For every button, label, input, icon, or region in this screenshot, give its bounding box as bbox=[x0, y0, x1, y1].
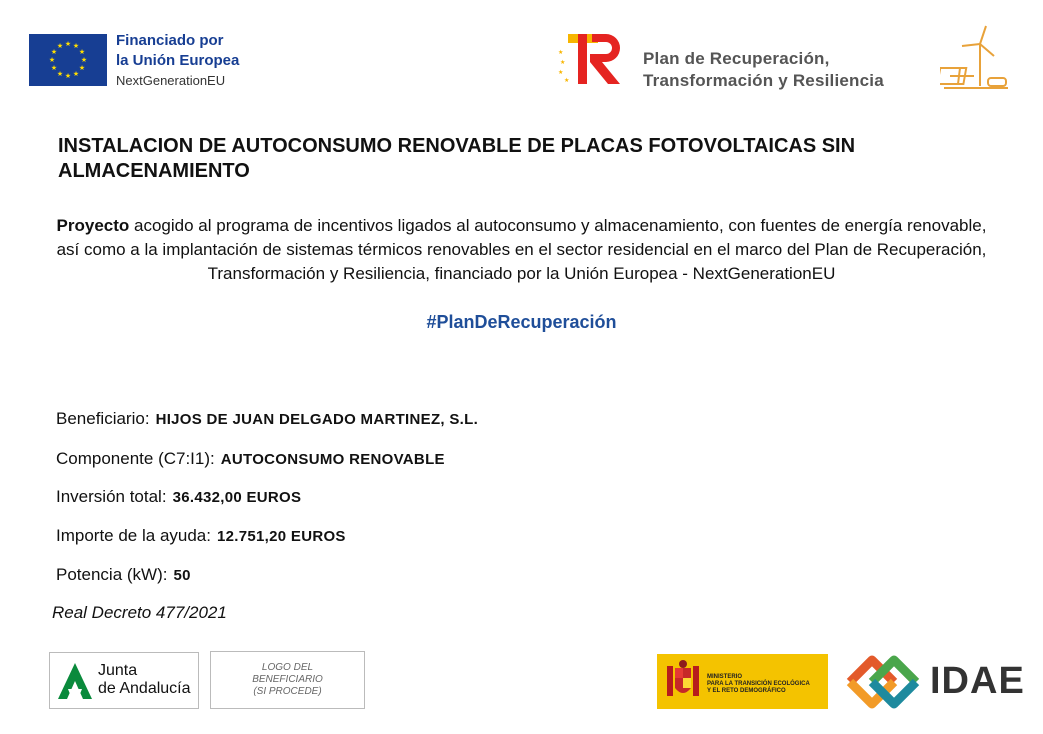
benef-line-2: BENEFICIARIO bbox=[252, 674, 323, 685]
field-inversion bbox=[56, 487, 301, 507]
svg-text:★: ★ bbox=[64, 72, 72, 80]
page-title: INSTALACION DE AUTOCONSUMO RENOVABLE DE PLACAS FOTOVOLTAICAS SIN ALMACENAMIENTO bbox=[58, 135, 856, 182]
eu-line-1: Financiado por bbox=[116, 32, 224, 49]
prtr-logo-icon bbox=[556, 30, 628, 90]
ministerio-logo bbox=[657, 654, 828, 709]
svg-text:★: ★ bbox=[56, 70, 64, 78]
benef-line-3: (SI PROCEDE) bbox=[253, 686, 322, 697]
svg-text:★: ★ bbox=[78, 64, 86, 72]
eu-flag-icon bbox=[29, 34, 107, 86]
description-text: acogido al programa de incentivos ligados al autoconsumo y almacenamiento, con fuentes de energía renovable, así como a la implantación de sistemas térmicos renovables en el sector residencial en el marco del Plan de Recuperación, Transformación y Resiliencia, financiado por la Unión Europea - NextGenerationEU bbox=[56, 216, 987, 283]
spain-coat-of-arms-icon bbox=[663, 658, 703, 704]
wind-solar-icon bbox=[940, 24, 1012, 94]
svg-text:★: ★ bbox=[72, 70, 80, 78]
hashtag: #PlanDeRecuperación bbox=[426, 312, 617, 332]
field-label: Beneficiario: bbox=[56, 409, 150, 428]
svg-text:★: ★ bbox=[48, 56, 56, 64]
beneficiary-logo-placeholder bbox=[210, 651, 365, 709]
description-lead: Proyecto bbox=[56, 216, 130, 235]
svg-text:★: ★ bbox=[558, 49, 564, 56]
idae-knot-icon bbox=[842, 652, 924, 712]
eu-line-3: NextGenerationEU bbox=[116, 73, 226, 88]
prtr-text bbox=[643, 48, 884, 92]
junta-line-1: Junta bbox=[98, 662, 138, 679]
field-value: 36.432,00 EUROS bbox=[172, 489, 302, 506]
field-potencia bbox=[56, 565, 191, 585]
svg-text:★: ★ bbox=[64, 40, 72, 48]
junta-andalucia-logo bbox=[49, 652, 199, 709]
field-label: Potencia (kW): bbox=[56, 565, 168, 584]
field-value: AUTOCONSUMO RENOVABLE bbox=[220, 451, 445, 468]
field-value: 50 bbox=[173, 567, 191, 584]
svg-text:★: ★ bbox=[80, 56, 88, 64]
ministerio-line-1: MINISTERIO bbox=[707, 674, 743, 680]
field-value: HIJOS DE JUAN DELGADO MARTINEZ, S.L. bbox=[155, 411, 479, 428]
idae-logo bbox=[842, 652, 1025, 712]
junta-line-2: de Andalucía bbox=[98, 680, 191, 697]
svg-text:★: ★ bbox=[72, 42, 80, 50]
eu-funding-text bbox=[116, 31, 239, 91]
junta-a-icon bbox=[56, 661, 94, 701]
svg-text:★: ★ bbox=[56, 42, 64, 50]
idae-wordmark: IDAE bbox=[930, 660, 1025, 702]
svg-text:★: ★ bbox=[50, 64, 58, 72]
benef-line-1: LOGO DEL bbox=[261, 662, 314, 673]
svg-text:★: ★ bbox=[558, 69, 564, 76]
project-description bbox=[48, 214, 995, 286]
eu-line-2: la Unión Europea bbox=[116, 52, 240, 69]
field-componente bbox=[56, 449, 445, 469]
svg-text:★: ★ bbox=[564, 77, 570, 84]
field-label: Importe de la ayuda: bbox=[56, 526, 211, 545]
svg-text:★: ★ bbox=[78, 48, 86, 56]
svg-text:★: ★ bbox=[560, 59, 566, 66]
prtr-line-2: Transformación y Resiliencia bbox=[643, 71, 884, 90]
svg-text:★: ★ bbox=[50, 48, 58, 56]
prtr-line-1: Plan de Recuperación, bbox=[643, 49, 830, 68]
field-beneficiario bbox=[56, 409, 478, 429]
field-importe bbox=[56, 526, 346, 546]
field-label: Inversión total: bbox=[56, 487, 167, 506]
ministerio-line-3: Y EL RETO DEMOGRÁFICO bbox=[707, 688, 786, 694]
decree-text: Real Decreto 477/2021 bbox=[52, 603, 227, 622]
ministerio-line-2: PARA LA TRANSICIÓN ECOLÓGICA bbox=[707, 681, 810, 687]
field-label: Componente (C7:I1): bbox=[56, 449, 215, 468]
field-value: 12.751,20 EUROS bbox=[216, 528, 346, 545]
